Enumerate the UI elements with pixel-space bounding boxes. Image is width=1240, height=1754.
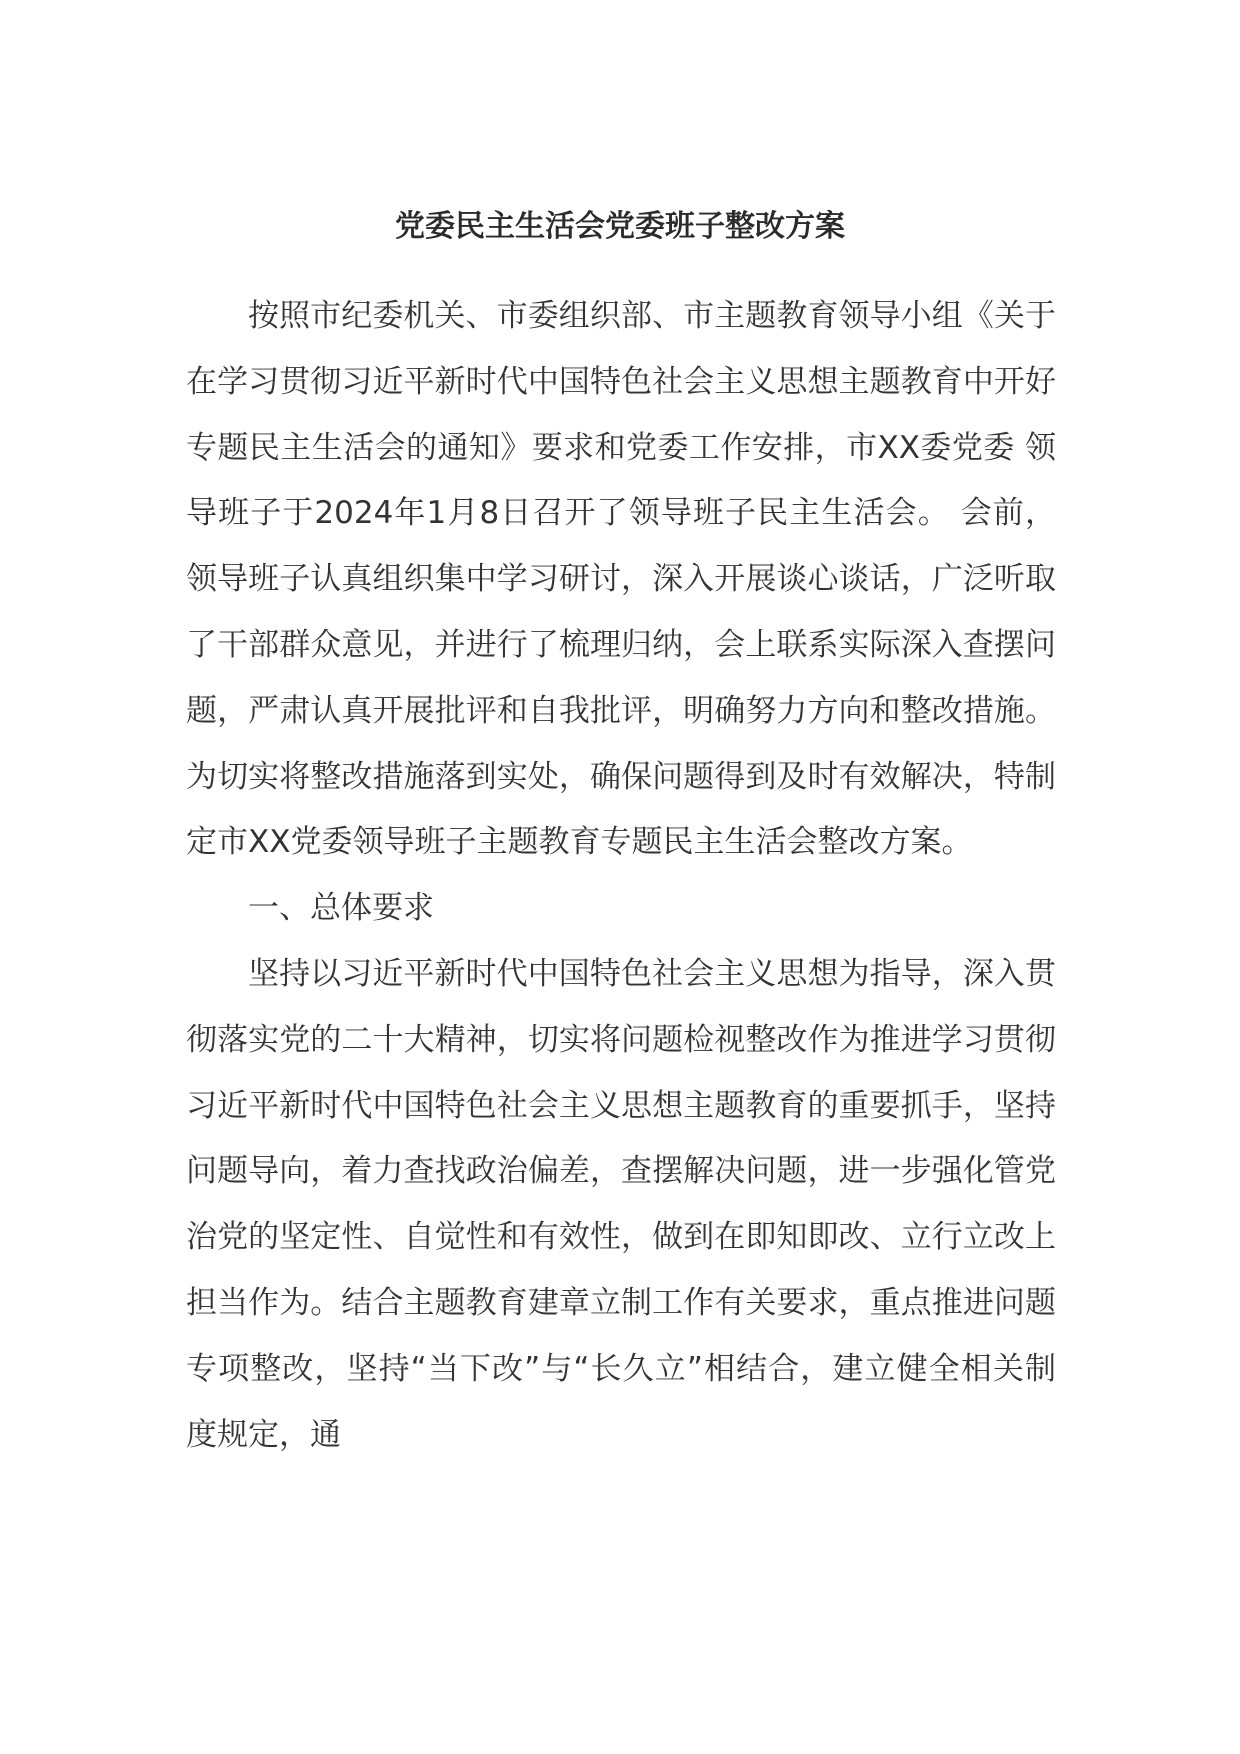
section-heading-general-requirements: 一、总体要求 (248, 890, 434, 927)
paragraph-intro: 按照市纪委机关、市委组织部、市主题教育领导小组《关于在学习贯彻习近平新时代中国特色社会主义思想主题教育中开好专题民主生活会的通知》要求和党委工作安排，市XX委党委 领导班子于2024年1月8日召开了领导班子民主生活会。 会前，领导班子认真组织集中学习研讨，深入开展谈心谈话，广泛听取了干部群众意见，并进行了梳理归纳，会上联系实际深入查摆问题，严肃认真开展批评和自我批评，明确努力方向和整改措施。为切实将整改措施落到实处，确保问题得到及时有效解决，特制定市XX党委领导班子主题教育专题民主生活会整改方案。 (186, 298, 1056, 861)
paragraph-general-requirements: 坚持以习近平新时代中国特色社会主义思想为指导，深入贯彻落实党的二十大精神，切实将问题检视整改作为推进学习贯彻习近平新时代中国特色社会主义思想主题教育的重要抓手，坚持问题导向，着力查找政治偏差，查摆解决问题，进一步强化管党治党的坚定性、自觉性和有效性，做到在即知即改、立行立改上担当作为。结合主题教育建章立制工作有关要求，重点推进问题专项整改，坚持“当下改”与“长久立”相结合，建立健全相关制度规定，通 (186, 955, 1056, 1453)
document-body (186, 284, 1056, 1468)
document-title: 党委民主生活会党委班子整改方案 (395, 209, 845, 244)
